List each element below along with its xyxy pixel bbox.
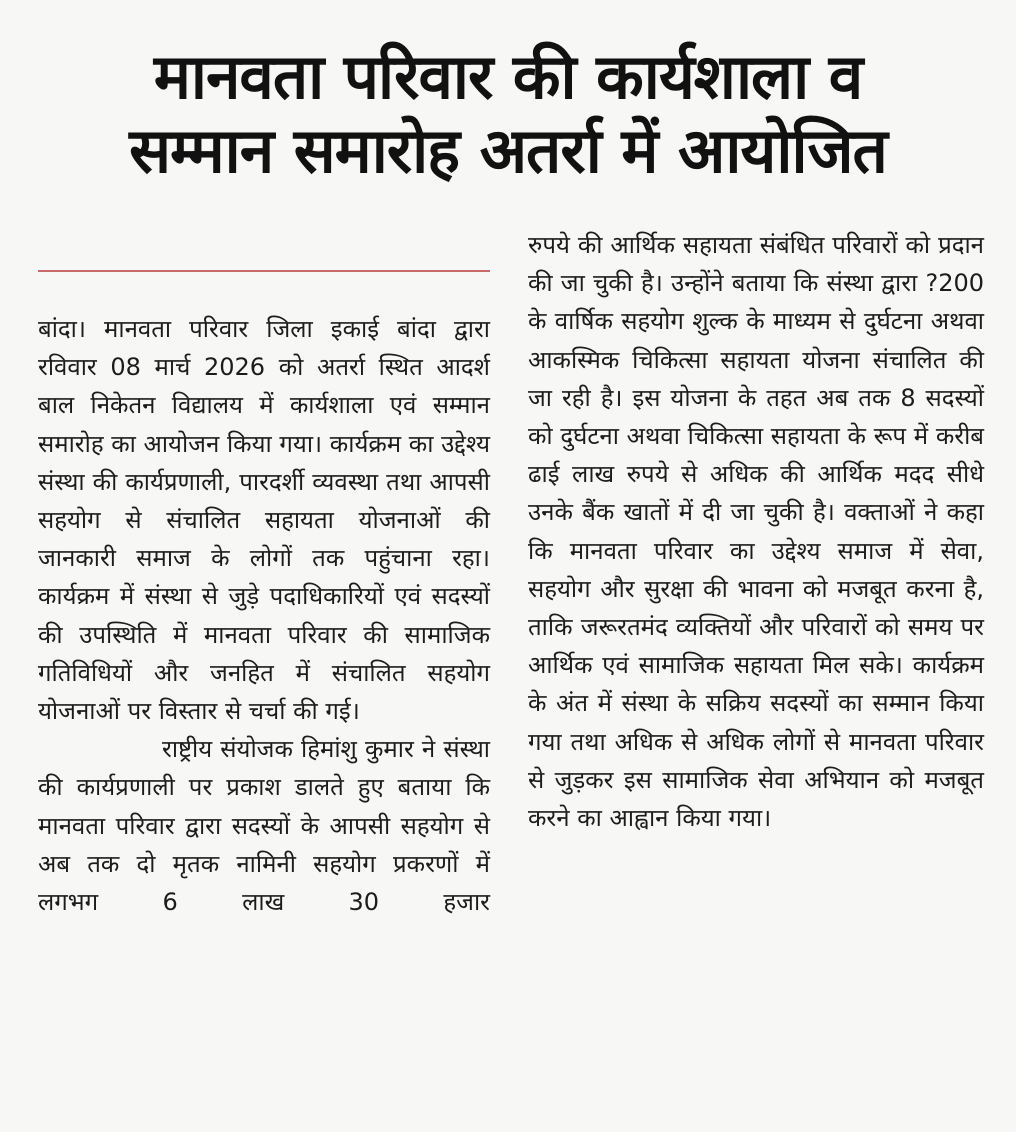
divider-rule [38, 270, 490, 272]
headline [20, 40, 996, 188]
article-column-right [528, 226, 984, 837]
headline-line-1: मानवता परिवार की कार्यशाला व [153, 40, 863, 113]
article-column-left [38, 310, 490, 921]
article-paragraph-2-start: राष्ट्रीय संयोजक हिमांशु कुमार ने संस्था की कार्यप्रणाली पर प्रकाश डालते हुए बताया कि मानवता परिवार द्वारा सदस्यों के आपसी सहयोग से अब तक दो मृतक नामिनी सहयोग प्रकरणों में लगभग 6 लाख 30 हजार [38, 735, 490, 917]
article-paragraph-1: बांदा। मानवता परिवार जिला इकाई बांदा द्वारा रविवार 08 मार्च 2026 को अतर्रा स्थित आदर्श बाल निकेतन विद्यालय में कार्यशाला एवं सम्मान समारोह का आयोजन किया गया। कार्यक्रम का उद्देश्य संस्था की कार्यप्रणाली, पारदर्शी व्यवस्था तथा आपसी सहयोग से संचालित सहायता योजनाओं की जानकारी समाज के लोगों तक पहुंचाना रहा। कार्यक्रम में संस्था से जुड़े पदाधिकारियों एवं सदस्यों की उपस्थिति में मानवता परिवार की सामाजिक गतिविधियों और जनहित में संचालित सहयोग योजनाओं पर विस्तार से चर्चा की गई। [38, 315, 490, 726]
headline-line-2: सम्मान समारोह अतर्रा में आयोजित [129, 114, 887, 187]
article-paragraph-2-continued: रुपये की आर्थिक सहायता संबंधित परिवारों को प्रदान की जा चुकी है। उन्होंने बताया कि संस्था द्वारा ?200 के वार्षिक सहयोग शुल्क के माध्यम से दुर्घटना अथवा आकस्मिक चिकित्सा सहायता योजना संचालित की जा रही है। इस योजना के तहत अब तक 8 सदस्यों को दुर्घटना अथवा चिकित्सा सहायता के रूप में करीब ढाई लाख रुपये से अधिक की आर्थिक मदद सीधे उनके बैंक खातों में दी जा चुकी है। वक्ताओं ने कहा कि मानवता परिवार का उद्देश्य समाज में सेवा, सहयोग और सुरक्षा की भावना को मजबूत करना है, ताकि जरूरतमंद व्यक्तियों और परिवारों को समय पर आर्थिक एवं सामाजिक सहायता मिल सके। कार्यक्रम के अंत में संस्था के सक्रिय सदस्यों का सम्मान किया गया तथा अधिक से अधिक लोगों से मानवता परिवार से जुड़कर इस सामाजिक सेवा अभियान को मजबूत करने का आह्वान किया गया। [528, 231, 984, 833]
